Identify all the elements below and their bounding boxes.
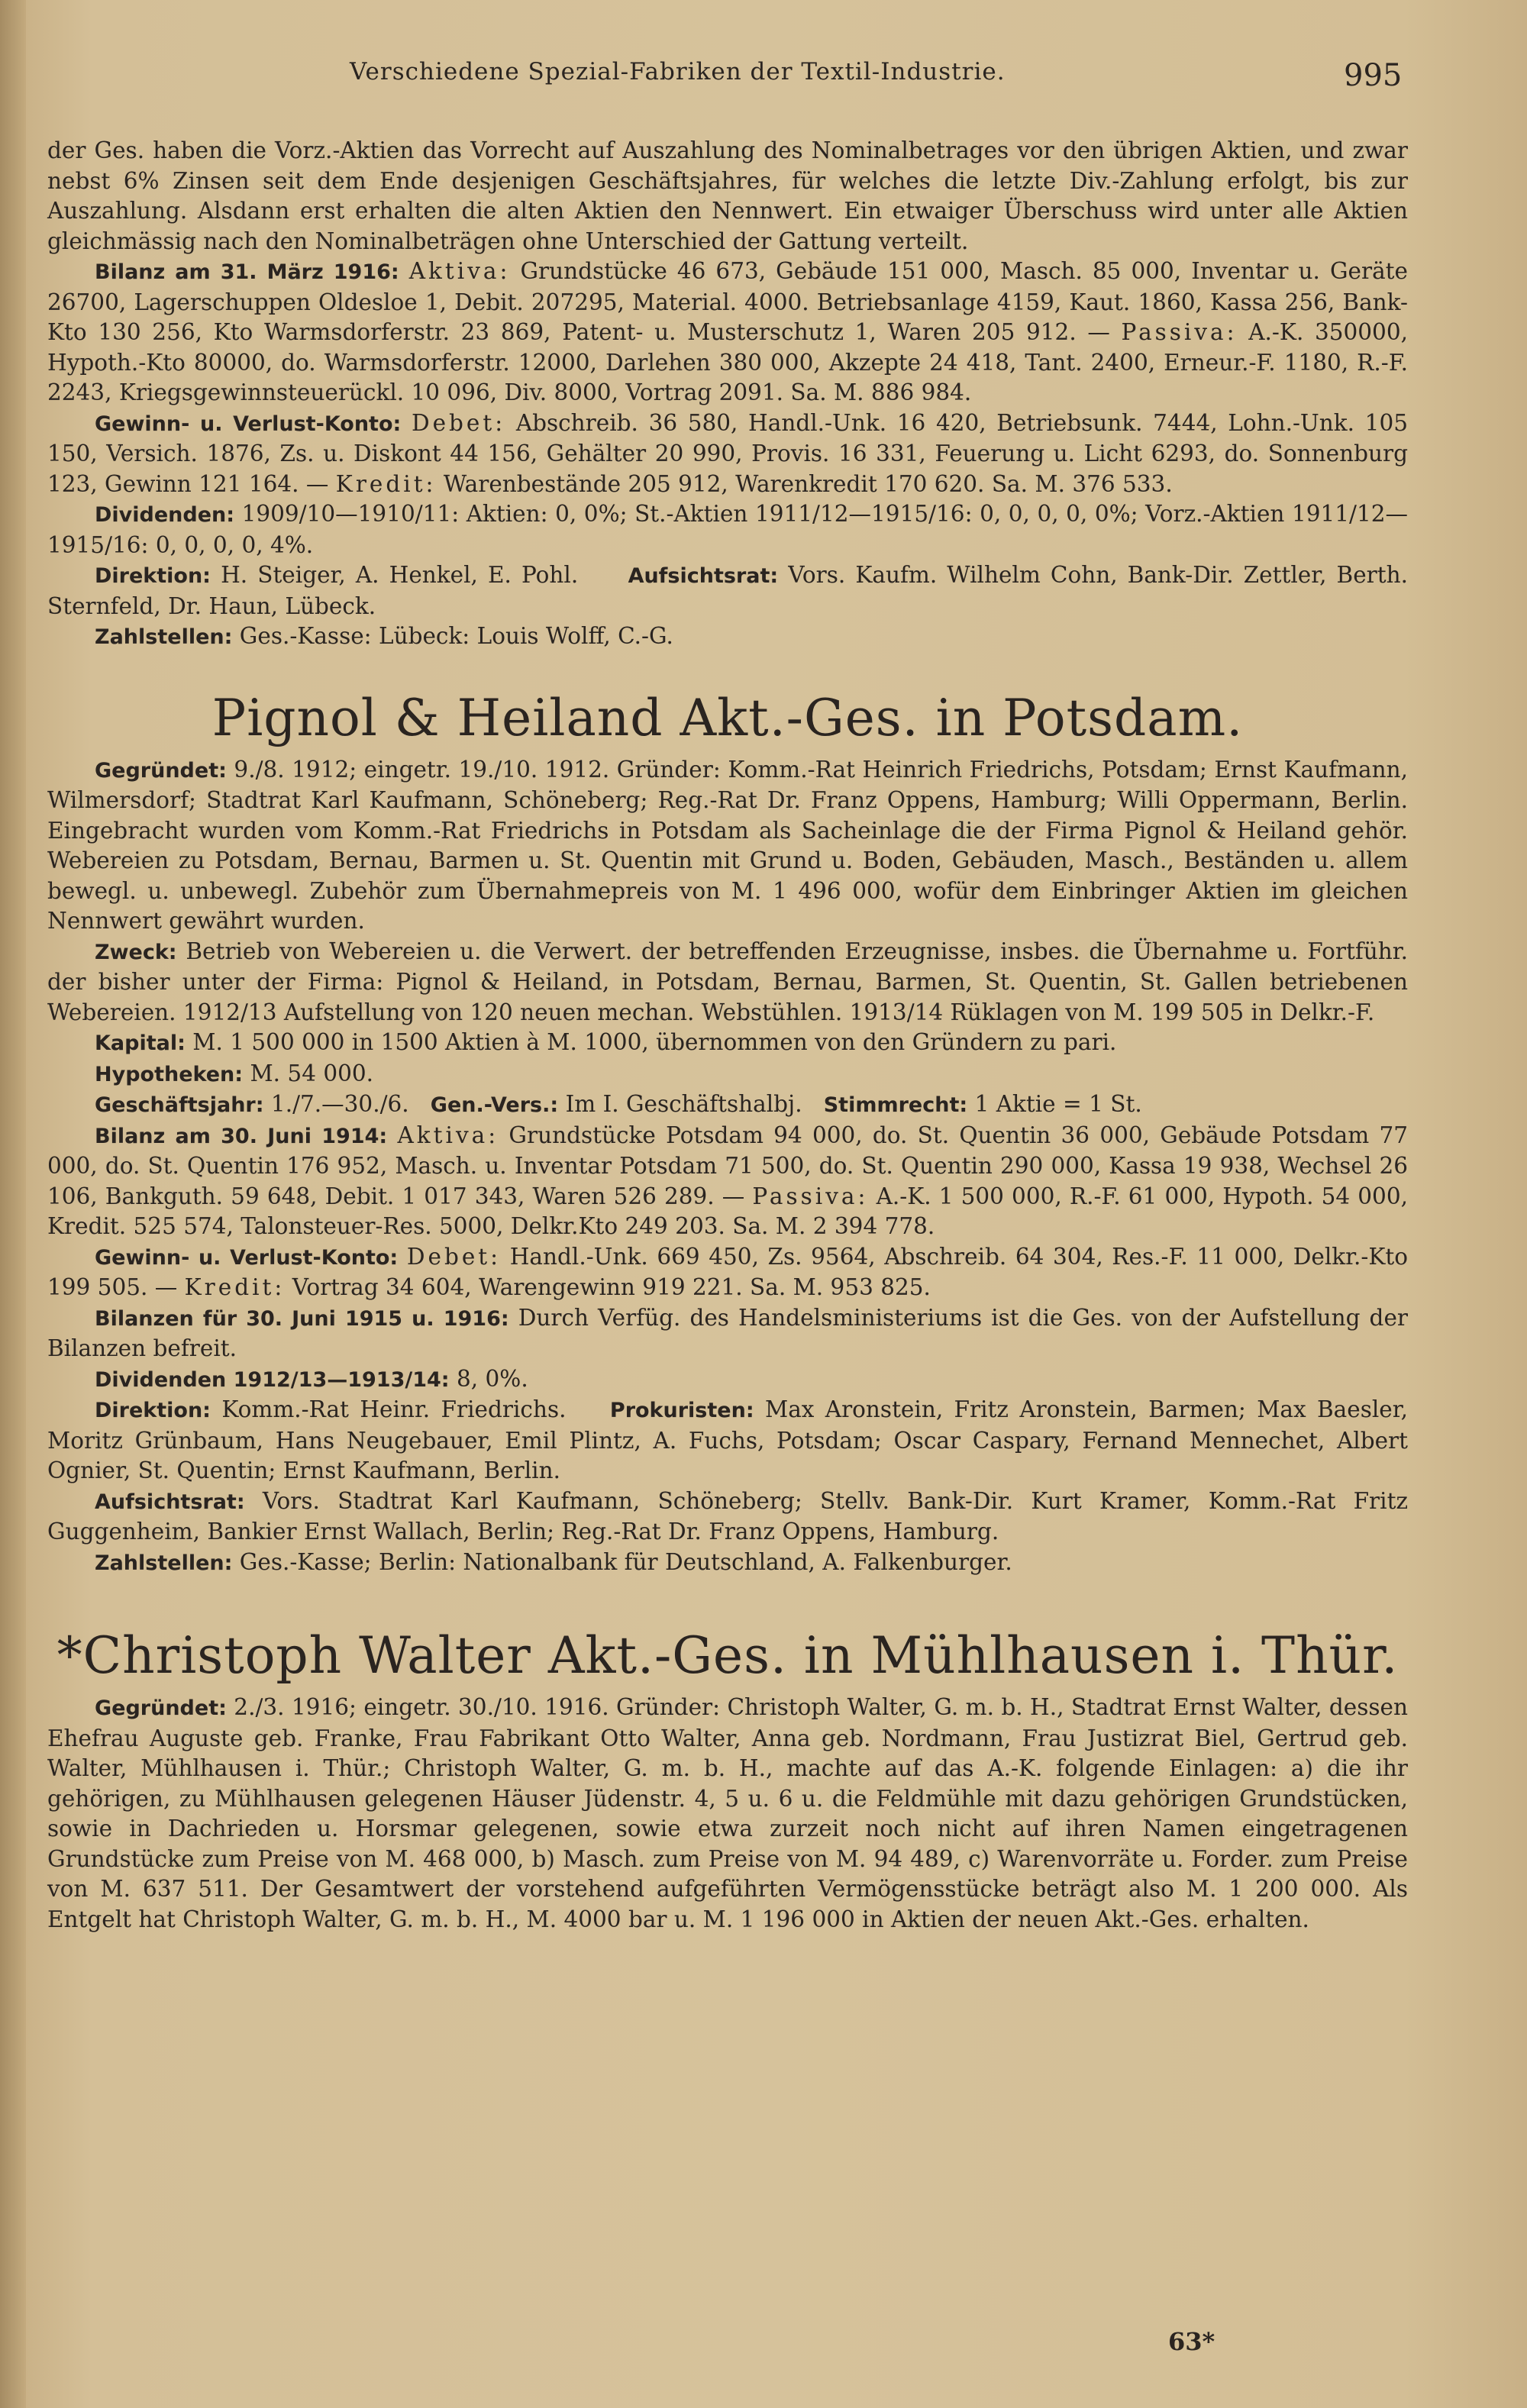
book-spine-shadow [0,0,26,2408]
aktiva-label: Aktiva: [397,1122,499,1148]
stimmrecht-label: Stimmrecht: [823,1093,968,1117]
kapital-text: M. 1 500 000 in 1500 Aktien à M. 1000, übernommen von den Gründern zu pari. [192,1029,1117,1055]
dividenden-paragraph [47,499,1408,560]
guv-paragraph [47,408,1408,500]
dividenden-paragraph [47,1364,1408,1396]
bilanzen-label: Bilanzen für 30. Juni 1915 u. 1916: [95,1306,509,1331]
debet-text: Handl.-Unk. 669 450, Zs. 9564, Abschreib. 64 304, Res.-F. 11 000, Delkr.-Kto 199 505. — [47,1243,1408,1300]
direktion-text: H. Steiger, A. Henkel, E. Pohl. [221,562,579,588]
aufsichtsrat-paragraph [47,1486,1408,1548]
signature-mark: 63* [1168,2327,1215,2356]
stimmrecht-text: 1 Aktie = 1 St. [974,1091,1142,1117]
bilanzen-text: Durch Verfüg. des Handelsministeriums ist die Ges. von der Aufstellung der Bilanzen befreit. [47,1304,1409,1361]
guv-label: Gewinn- u. Verlust-Konto: [95,412,402,436]
passiva-text: A.-K. 1 500 000, R.-F. 61 000, Hypoth. 54 000, Kredit. 525 574, Talonsteuer-Res. 5000, Delkr.Kto 249 203. Sa. M. 2 394 778. [47,1183,1408,1239]
kapital-label: Kapital: [95,1031,186,1055]
dividenden-text: 1909/10—1910/11: Aktien: 0, 0%; St.-Aktien 1911/12—1915/16: 0, 0, 0, 0, 0%; Vorz.-Aktien 1911/12—1915/16: 0, 0, 0, 0, 4%. [47,501,1409,558]
guv-label: Gewinn- u. Verlust-Konto: [95,1245,399,1270]
bilanzen-paragraph [47,1303,1408,1364]
zahlstellen-text: Ges.-Kasse: Lübeck: Louis Wolff, C.-G. [239,623,673,649]
bilanz-label: Bilanz am 31. März 1916: [95,260,399,284]
aufsichtsrat-text: Vors. Kaufm. Wilhelm Cohn, Bank-Dir. Zettler, Berth. Sternfeld, Dr. Haun, Lübeck. [47,562,1408,619]
kredit-label: Kredit: [335,470,437,497]
debet-label: Debet: [406,1243,502,1270]
company-heading-pignol: Pignol & Heiland Akt.-Ges. in Potsdam. [211,688,1244,747]
dividenden-label: Dividenden 1912/13—1913/14: [95,1367,450,1392]
zahlstellen-label: Zahlstellen: [95,625,233,649]
aktiva-label: Aktiva: [408,258,511,284]
geschaeftsjahr-label: Geschäftsjahr: [95,1093,264,1117]
direktion-paragraph [47,560,1408,621]
kredit-text: Warenbestände 205 912, Warenkredit 170 620. Sa. M. 376 533. [443,470,1173,497]
direktion-label: Direktion: [95,1399,211,1422]
gen-vers-label: Gen.-Vers.: [430,1093,559,1117]
debet-label: Debet: [411,409,506,436]
aufsichtsrat-label: Aufsichtsrat: [628,564,779,588]
aufsichtsrat-text: Vors. Stadtrat Karl Kaufmann, Schöneberg; Stellv. Bank-Dir. Kurt Kramer, Komm.-Rat Fritz Guggenheim, Bankier Ernst Wallach, Berlin; Reg.-Rat Dr. Franz Oppens, Hamburg. [47,1487,1408,1545]
dividenden-text: 8, 0%. [457,1365,528,1392]
gegruendet-label: Gegründet: [95,758,227,783]
gegruendet-label: Gegründet: [95,1696,227,1720]
bilanz-paragraph [47,1121,1408,1242]
page-number: 995 [1344,58,1403,93]
direktion-paragraph [47,1395,1408,1486]
zahlstellen-label: Zahlstellen: [95,1551,233,1575]
company-heading-walter: *Christoph Walter Akt.-Ges. in Mühlhausen i. Thür. [56,1626,1399,1685]
aktiva-text: Grundstücke Potsdam 94 000, do. St. Quentin 36 000, Gebäude Potsdam 77 000, do. St. Quentin 176 952, Masch. u. Inventar Potsdam 71 500, do. St. Quentin 290 000, Kassa 19 938, Wechsel 26 106, Bankguth. 59 648, Debit. 1 017 343, Waren 526 289. — [47,1122,1408,1209]
prokuristen-label: Prokuristen: [609,1399,754,1422]
gegruendet-text: 2./3. 1916; eingetr. 30./10. 1916. Gründer: Christoph Walter, G. m. b. H., Stadtrat Ernst Walter, dessen Ehefrau Auguste geb. Franke, Frau Fabrikant Otto Walter, Anna geb. Nordmann, Frau Justizrat Biel, Gertrud geb. Walter, Mühlhausen i. Thür.; Christoph Walter, G. m. b. H., machte auf das A.-K. folgende Einlagen: a) die ihr gehörigen, zu Mühlhausen gelegenen Häuser Jüdenstr. 4, 5 u. 6 u. die Feldmühle mit dazu gehörigen Grundstücken, sowie in Dachrieden u. Horsmar gelegenen, sowie etwa zurzeit noch nicht auf ihren Namen eingetragenen Grundstücke zum Preise von M. 468 000, b) Masch. zum Preise von M. 94 489, c) Warenvorräte u. Forder. zum Preise von M. 637 511. Der Gesamtwert der vorstehend aufgeführten Vermögensstücke beträgt also M. 1 200 000. Als Entgelt hat Christoph Walter, G. m. b. H., M. 4000 bar u. M. 1 196 000 in Aktien der neuen Akt.-Ges. erhalten. [47,1694,1408,1932]
guv-paragraph [47,1242,1408,1303]
geschaeftsjahr-text: 1./7.—30./6. [270,1091,409,1117]
aktiva-text: Grundstücke 46 673, Gebäude 151 000, Masch. 85 000, Inventar u. Geräte 26700, Lagerschuppen Oldesloe 1, Debit. 207295, Material. 4000. Betriebsanlage 4159, Kaut. 1860, Kassa 256, Bank-Kto 130 256, Kto Warmsdorferstr. 23 869, Patent- u. Musterschutz 1, Waren 205 912. — [47,258,1408,345]
zahlstellen-text: Ges.-Kasse; Berlin: Nationalbank für Deutschland, A. Falkenburger. [239,1548,1012,1575]
geschaeftsjahr-paragraph [47,1089,1408,1121]
direktion-text: Komm.-Rat Heinr. Friedrichs. [221,1396,567,1422]
passiva-text: A.-K. 350000, Hypoth.-Kto 80000, do. Warmsdorferstr. 12000, Darlehen 380 000, Akzepte 24 418, Tant. 2400, Erneur.-F. 1180, R.-F. 2243, Kriegsgewinnsteuerückl. 10 096, Div. 8000, Vortrag 2091. Sa. M. 886 984. [47,319,1408,405]
passiva-label: Passiva: [752,1183,869,1209]
zahlstellen-paragraph [47,1548,1408,1579]
kapital-paragraph [47,1028,1408,1059]
gegruendet-paragraph [47,755,1408,937]
gen-vers-text: Im I. Geschäftshalbj. [565,1091,802,1117]
debet-text: Abschreib. 36 580, Handl.-Unk. 16 420, Betriebsunk. 7444, Lohn.-Unk. 105 150, Versich. 1876, Zs. u. Diskont 44 156, Gehälter 20 990, Provis. 16 331, Feuerung u. Licht 6293, do. Sonnenburg 123, Gewinn 121 164. — [47,409,1408,497]
gegruendet-text: 9./8. 1912; eingetr. 19./10. 1912. Gründer: Komm.-Rat Heinrich Friedrichs, Potsdam; Ernst Kaufmann, Wilmersdorf; Stadtrat Karl Kaufmann, Schöneberg; Reg.-Rat Dr. Franz Oppens, Hamburg; Willi Oppermann, Berlin. Eingebracht wurden vom Komm.-Rat Friedrichs in Potsdam als Sacheinlage die der Firma Pignol & Heiland gehör. Webereien zu Potsdam, Bernau, Barmen u. St. Quentin mit Grund u. Boden, Gebäuden, Masch., Beständen u. allem bewegl. u. unbewegl. Zubehör zum Übernahmepreis von M. 1 496 000, wofür dem Einbringer Aktien im gleichen Nennwert gewährt wurden. [47,756,1408,934]
dividenden-label: Dividenden: [95,503,235,527]
passiva-label: Passiva: [1121,319,1238,345]
kredit-text: Vortrag 34 604, Warengewinn 919 221. Sa. M. 953 825. [292,1274,931,1300]
aufsichtsrat-label: Aufsichtsrat: [95,1490,245,1514]
page-body [47,136,1408,1935]
prokuristen-text: Max Aronstein, Fritz Aronstein, Barmen; Max Baesler, Moritz Grünbaum, Hans Neugebauer, Emil Plintz, A. Fuchs, Potsdam; Oscar Caspary, Fernand Mennechet, Albert Ognier, St. Quentin; Ernst Kaufmann, Berlin. [47,1396,1408,1483]
bilanz-label: Bilanz am 30. Juni 1914: [95,1124,388,1148]
zweck-paragraph [47,937,1408,1028]
zahlstellen-paragraph [47,621,1408,653]
hypotheken-text: M. 54 000. [250,1060,374,1086]
paragraph-continuation: der Ges. haben die Vorz.-Aktien das Vorrecht auf Auszahlung des Nominalbetrages vor den übrigen Aktien, und zwar nebst 6% Zinsen seit dem Ende desjenigen Geschäftsjahres, für welches die letzte Div.-Zahlung erfolgt, bis zur Auszahlung. Alsdann erst erhalten die alten Aktien den Nennwert. Ein etwaiger Überschuss wird unter alle Aktien gleichmässig nach den Nominalbeträgen ohne Unterschied der Gattung verteilt. [47,137,1408,254]
hypotheken-label: Hypotheken: [95,1062,244,1086]
zweck-text: Betrieb von Webereien u. die Verwert. der betreffenden Erzeugnisse, insbes. die Übernahme u. Fortführ. der bisher unter der Firma: Pignol & Heiland, in Potsdam, Bernau, Barmen, St. Quentin, St. Gallen betriebenen Webereien. 1912/13 Aufstellung von 120 neuen mechan. Webstühlen. 1913/14 Rüklagen von M. 199 505 in Delkr.-F. [47,938,1408,1025]
direktion-label: Direktion: [95,564,211,588]
gegruendet-paragraph [47,1693,1408,1935]
hypotheken-paragraph [47,1059,1408,1090]
bilanz-paragraph [47,257,1408,408]
running-header: Verschiedene Spezial-Fabriken der Textil-Industrie. [350,58,1006,86]
kredit-label: Kredit: [184,1274,286,1300]
zweck-label: Zweck: [95,940,177,964]
